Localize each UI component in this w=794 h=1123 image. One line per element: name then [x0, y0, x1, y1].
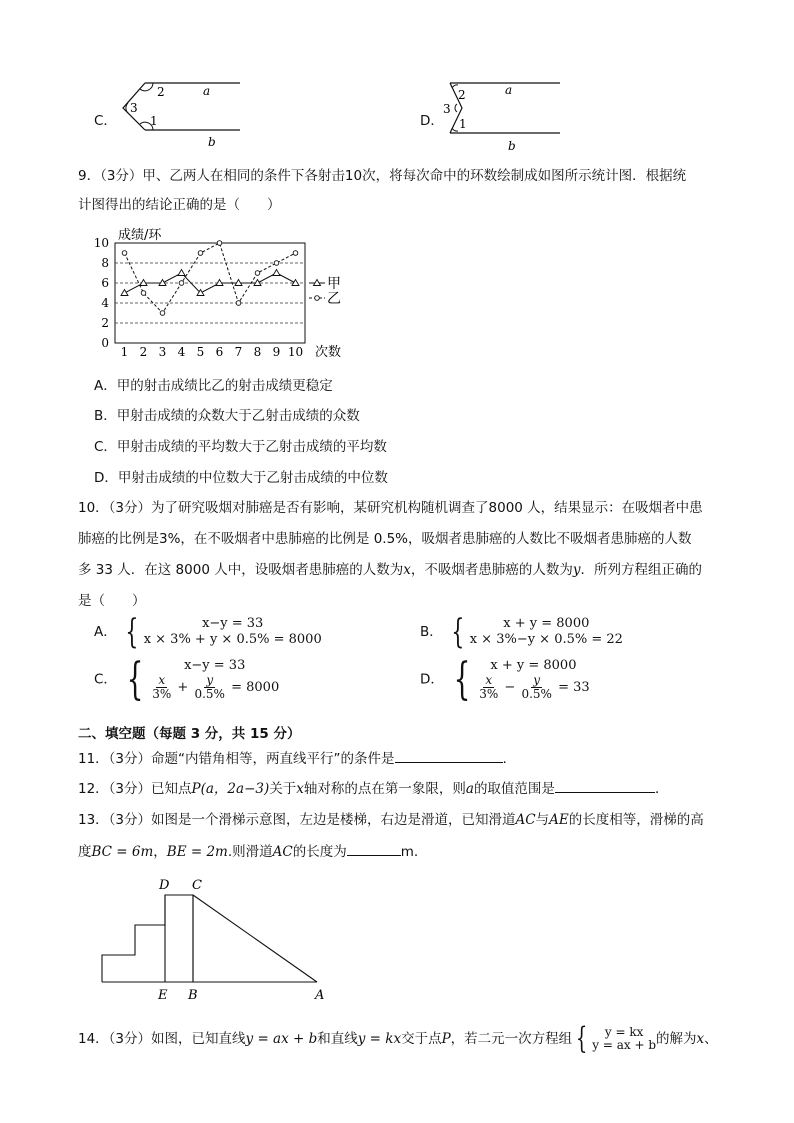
q10-line1: 10．（3分）为了研究吸烟对肺癌是否有影响，某研究机构随机调查了8000 人，结果显示：在吸烟者中患	[78, 500, 703, 516]
q13-text: .则滑道	[227, 844, 273, 860]
q13-text: 的长度为	[292, 844, 347, 860]
x-axis-label: 次数	[315, 345, 342, 360]
q12	[78, 778, 668, 799]
q12-text-c: 轴对称的点在第一象限，则	[303, 781, 466, 797]
q12-text-b: 关于	[269, 781, 297, 797]
equation-2	[477, 674, 589, 701]
line-b-label: b	[508, 139, 516, 153]
equation-1: x−y = 33	[202, 616, 264, 631]
q13-line2	[78, 841, 418, 862]
q12-text-a: 12．（3分）已知点	[78, 781, 192, 797]
legend-label-1: 甲	[327, 276, 341, 292]
q11	[78, 748, 507, 769]
q12-text-d: 的取值范围是	[473, 781, 555, 797]
x-tick-label: 7	[234, 345, 243, 359]
x-tick-label: 6	[215, 345, 224, 359]
bc-eq: BC = 6m	[91, 844, 154, 860]
seg-ac: AC	[515, 812, 536, 828]
data-point-series-2	[293, 251, 298, 256]
q8-option-d-label: D．	[420, 113, 444, 129]
x-tick-label: 9	[272, 345, 281, 359]
operator: +	[177, 680, 189, 695]
q10-line3b: ，不吸烟者患肺癌的人数为	[410, 562, 573, 578]
y-tick-label: 6	[101, 276, 109, 290]
x-tick-label: 8	[253, 345, 262, 359]
option-label: B．	[420, 624, 443, 640]
q11-end: .	[502, 751, 507, 767]
line-eq-1: y = ax + b	[245, 1031, 318, 1047]
point-p: P(a，2a−3)	[191, 781, 270, 797]
q13-line1	[78, 810, 704, 830]
var-a: a	[465, 781, 474, 797]
option-label: C．	[94, 671, 117, 688]
q14-text: ，若二元一次方程组	[450, 1031, 573, 1047]
x-tick-label: 2	[139, 345, 148, 359]
angle-1-label: 1	[459, 117, 467, 131]
rhs: = 33	[558, 680, 590, 695]
q13-text: 度	[78, 844, 92, 860]
data-point-series-1	[273, 270, 280, 276]
y-axis-label: 成绩/环	[118, 228, 162, 243]
q14-text: 14．（3分）如图，已知直线	[78, 1031, 246, 1047]
frac-den: 3%	[152, 687, 172, 701]
q10-option-d: D． { x + y = 8000 $\frac{x}{3\%}$ − $\frac{y}{0.5\%}$ = 33	[420, 653, 590, 705]
q14-text: 和直线	[317, 1031, 358, 1047]
q13-unit: m.	[400, 844, 419, 860]
frac-den: 0.5%	[521, 687, 552, 701]
frac-num: x	[158, 673, 166, 687]
angle-2-label: 2	[157, 85, 165, 99]
q10-line4: 是（ ）	[78, 593, 146, 609]
x-tick-label: 5	[196, 345, 205, 359]
answer-blank[interactable]	[555, 778, 655, 793]
option-label: A．	[94, 624, 117, 640]
axis-x: x	[296, 781, 304, 797]
q13-slide-figure	[95, 872, 340, 1004]
q9-stem-line1: 9．（3分）甲、乙两人在相同的条件下各射击10次，将每次命中的环数绘制成如图所示统计图．根据统	[78, 168, 687, 184]
q11-text: 11．（3分）命题“内错角相等，两直线平行”的条件是	[78, 751, 395, 767]
system-eq-2: y = ax + b	[592, 1038, 657, 1052]
y-tick-label: 8	[101, 256, 109, 270]
q10-line2: 肺癌的比例是3%，在不吸烟者中患肺癌的比例是 0.5%，吸烟者患肺癌的人数比不吸烟者患肺癌的人数	[78, 531, 692, 547]
q8-option-c-label: C．	[94, 113, 117, 129]
x-tick-label: 3	[158, 345, 167, 359]
x-tick-label: 1	[120, 345, 129, 359]
legend-marker-2	[315, 296, 320, 301]
x-tick-label: 4	[177, 345, 186, 359]
line-a-label: a	[203, 84, 211, 98]
seg-ae: AE	[549, 812, 569, 828]
data-point-series-1	[178, 270, 185, 276]
q8-option-c-figure	[115, 78, 250, 153]
data-point-series-2	[274, 261, 279, 266]
point-p: P	[441, 1031, 451, 1047]
q10-line3a: 多 33 人．在这 8000 人中，设吸烟者患肺癌的人数为	[78, 562, 404, 578]
equation-2	[150, 674, 279, 701]
q14: 14．（3分）如图，已知直线y = ax + b和直线y = kx交于点P，若二元一次方程组 { y = kx y = ax + b 的解为x、	[78, 1021, 718, 1056]
q10-line3c: ．所列方程组正确的	[580, 562, 702, 578]
y-tick-label: 2	[101, 316, 109, 330]
system-eq-1: y = kx	[604, 1025, 644, 1039]
data-point-series-2	[236, 301, 241, 306]
x-tick-label: 10	[287, 345, 304, 359]
q9-option-b: B．甲射击成绩的众数大于乙射击成绩的众数	[94, 408, 360, 424]
q9-option-a: A．甲的射击成绩比乙的射击成绩更稳定	[94, 378, 333, 394]
line-b-label: b	[208, 135, 216, 149]
q9-option-c: C．甲射击成绩的平均数大于乙射击成绩的平均数	[94, 439, 387, 455]
q10-option-c: C． { x−y = 33 $\frac{x}{3\%}$ + $\frac{y}{0.5\%}$ = 8000	[94, 653, 280, 705]
q9-option-d: D．甲射击成绩的中位数大于乙射击成绩的中位数	[94, 470, 388, 486]
angle-3-label: 3	[130, 101, 138, 115]
staircase	[102, 895, 193, 982]
q13-text: 的长度相等，滑梯的高	[568, 812, 704, 828]
answer-blank[interactable]	[395, 748, 503, 763]
point-d-label: D	[159, 878, 170, 893]
q13-text: ，	[153, 844, 167, 860]
data-point-series-1	[121, 290, 128, 296]
data-point-series-1	[292, 280, 299, 286]
section-title: 二、填空题（每题 3 分，共 15 分）	[78, 726, 301, 742]
q12-end: ．	[654, 781, 669, 797]
q13-text: 与	[535, 812, 550, 828]
point-e-label: E	[158, 988, 168, 1003]
frac-den: 0.5%	[194, 687, 225, 701]
legend-label-2: 乙	[327, 291, 341, 307]
var-x: x	[403, 562, 411, 578]
be-eq: BE = 2m	[166, 844, 228, 860]
q14-text: 的解为	[656, 1031, 697, 1047]
q9-stem-line2: 计图得出的结论正确的是（ ）	[78, 197, 281, 213]
data-point-series-2	[141, 291, 146, 296]
angle-3-label: 3	[443, 102, 451, 116]
point-a-label: A	[315, 988, 325, 1003]
q14-text: 交于点	[401, 1031, 442, 1047]
data-point-series-2	[217, 241, 222, 246]
y-tick-label: 4	[101, 296, 109, 310]
answer-blank[interactable]	[347, 841, 401, 856]
var-x: x	[696, 1031, 705, 1047]
data-point-series-2	[255, 271, 260, 276]
angle-1-label: 1	[150, 114, 158, 128]
angle-2-label: 2	[458, 88, 466, 102]
frac-den: 3%	[479, 687, 499, 701]
data-point-series-2	[179, 281, 184, 286]
q8-option-d-figure	[440, 78, 570, 153]
data-point-series-2	[122, 251, 127, 256]
q10-option-b: B． { x + y = 8000 x × 3%−y × 0.5% = 22	[420, 612, 623, 652]
point-b-label: B	[188, 988, 198, 1003]
segment-ca	[193, 895, 317, 982]
data-point-series-2	[160, 311, 165, 316]
point-c-label: C	[192, 878, 202, 893]
operator: −	[504, 680, 516, 695]
frac-num: y	[533, 673, 541, 687]
angle-arc-1	[452, 128, 458, 131]
equation-1: x + y = 8000	[490, 658, 577, 673]
q14-text: 、	[704, 1031, 718, 1047]
data-point-series-2	[198, 251, 203, 256]
series-line-2	[125, 243, 296, 313]
y-tick-label: 0	[101, 336, 109, 350]
q13-text: 13．（3分）如图是一个滑梯示意图，左边是楼梯，右边是滑道，已知滑道	[78, 812, 516, 828]
angle-arc-3	[455, 104, 457, 112]
frac-num: x	[485, 673, 493, 687]
q10-option-a: A． { x−y = 33 x × 3% + y × 0.5% = 8000	[94, 612, 322, 652]
equation-1: x + y = 8000	[503, 616, 590, 631]
seg-ac: AC	[272, 844, 293, 860]
equation-2: x × 3% + y × 0.5% = 8000	[143, 632, 322, 647]
y-tick-label: 10	[93, 236, 109, 250]
frac-num: y	[206, 673, 214, 687]
line-a-label: a	[505, 83, 513, 97]
equation-2: x × 3%−y × 0.5% = 22	[469, 632, 623, 647]
rhs: = 8000	[231, 680, 280, 695]
q10-line3	[78, 560, 702, 580]
var-y: y	[572, 562, 581, 578]
q9-line-chart	[90, 225, 370, 365]
line-eq-2: y = kx	[357, 1031, 402, 1047]
equation-1: x−y = 33	[184, 658, 246, 673]
option-label: D．	[420, 671, 444, 688]
